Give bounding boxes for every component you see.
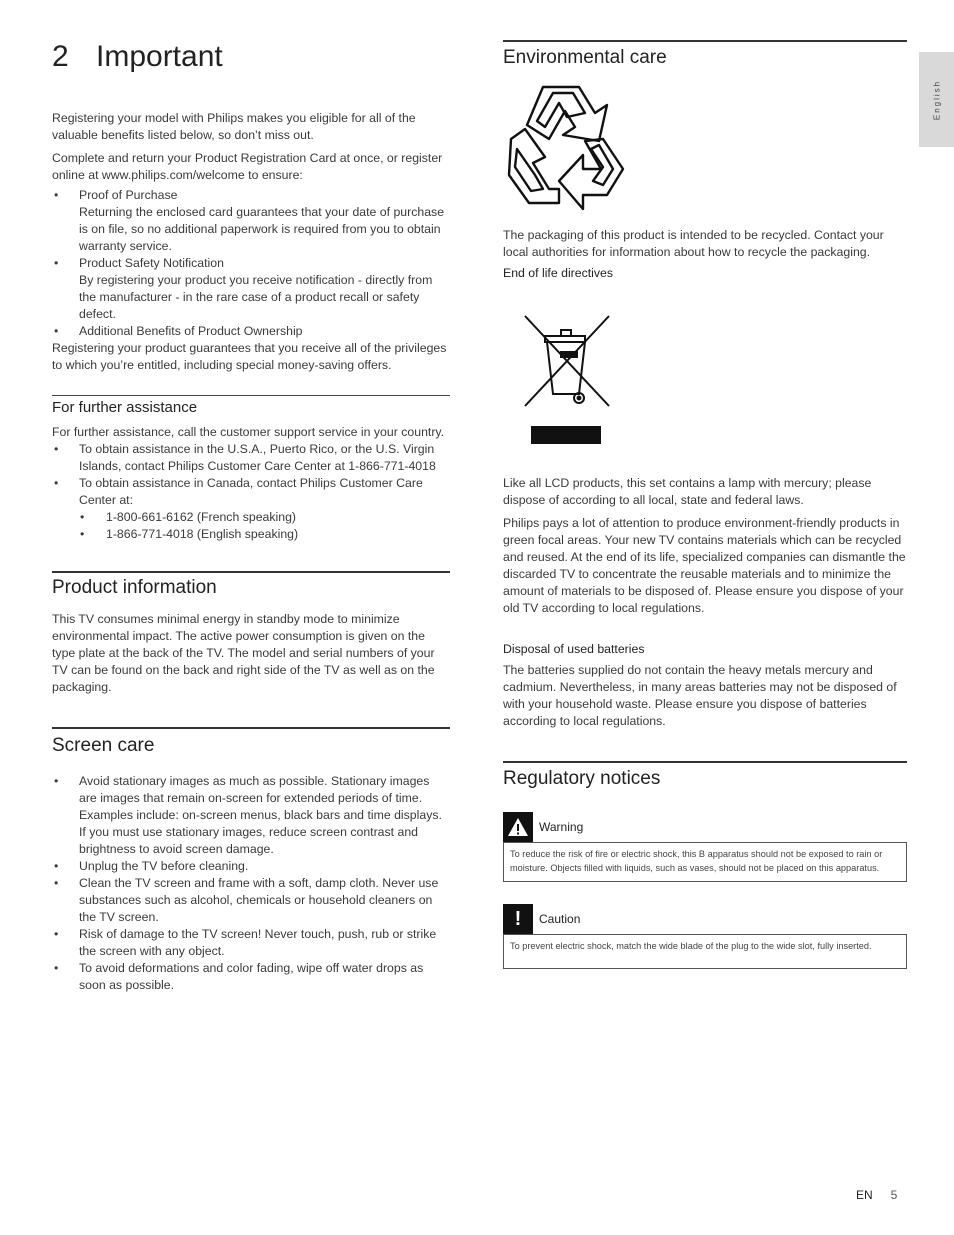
- lcd-mercury-text: Like all LCD products, this set contains a lamp with mercury; please dispose of according to all local, state and federal laws.: [503, 476, 872, 507]
- list-item: • To obtain assistance in Canada, contact Philips Customer Care Center at:: [54, 476, 423, 507]
- list-item: • Product Safety Notification By registering your product you receive notification - directly from the manufacturer - in the rare case of a product recall or safety defect.: [52, 255, 450, 323]
- list-item: • 1-866-771-4018 (English speaking): [80, 527, 299, 541]
- screen-care-item: Avoid stationary images as much as possible. Stationary images are images that remain on-screen for extended periods of time. Examples include: on-screen menus, black bars and time displays. If you must use stationary images, reduce screen contrast and brightness to avoid screen damage.: [79, 774, 442, 856]
- right-column: [503, 40, 907, 969]
- list-item: • To obtain assistance in the U.S.A., Puerto Rico, or the U.S. Virgin Islands, contact Philips Customer Care Center at 1-866-771-4018: [54, 442, 436, 473]
- chapter-number: 2: [52, 40, 69, 73]
- screen-care-title: Screen care: [52, 735, 155, 756]
- screen-care-item: Risk of damage to the TV screen! Never touch, push, rub or strike the screen with any object.: [79, 927, 437, 958]
- chapter-heading: [52, 40, 450, 74]
- benefit-title: Proof of Purchase: [79, 188, 178, 202]
- benefit-detail: By registering your product you receive notification - directly from the manufacturer - in the rare case of a product recall or safety defect.: [79, 273, 433, 321]
- screen-care-item: Clean the TV screen and frame with a soft, damp cloth. Never use substances such as alcohol, chemicals or household cleaners on the TV screen.: [79, 876, 439, 924]
- screen-care-item: Unplug the TV before cleaning.: [79, 859, 249, 873]
- intro-paragraph-1: Registering your model with Philips makes you eligible for all of the valuable benefits listed below, so don’t miss out.: [52, 111, 416, 142]
- list-item: • 1-800-661-6162 (French speaking): [80, 510, 297, 524]
- page-number: 5: [890, 1188, 898, 1202]
- assistance-list: [52, 441, 450, 543]
- benefit-title: Product Safety Notification: [79, 256, 224, 270]
- regulatory-notices-title: Regulatory notices: [503, 768, 661, 789]
- phone-number-english: 1-866-771-4018 (English speaking): [106, 527, 299, 541]
- end-of-life-title: End of life directives: [503, 266, 614, 280]
- benefits-list: [52, 187, 450, 340]
- batteries-text: The batteries supplied do not contain the heavy metals mercury and cadmium. Nevertheless, in many areas batteries may not be disposed of with your household waste. Please ensure you dispose of batteries according to local regulations.: [503, 663, 897, 728]
- caution-text: To prevent electric shock, match the wide blade of the plug to the wide slot, fully inserted.: [510, 941, 872, 951]
- list-item: • Proof of Purchase Returning the enclosed card guarantees that your date of purchase is on file, so no additional paperwork is required from you to obtain warranty service.: [52, 187, 450, 255]
- list-item: • Risk of damage to the TV screen! Never touch, push, rub or strike the screen with any object.: [54, 927, 437, 958]
- list-item: • Clean the TV screen and frame with a soft, damp cloth. Never use substances such as alcohol, chemicals or household cleaners on the TV screen.: [54, 876, 439, 924]
- left-column: [52, 40, 450, 994]
- warning-text: To reduce the risk of fire or electric shock, this B apparatus should not be exposed to rain or moisture. Objects filled with liquids, such as vases, should not be placed on this apparatus.: [510, 849, 883, 873]
- screen-care-item: To avoid deformations and color fading, wipe off water drops as soon as possible.: [79, 961, 424, 992]
- packaging-text: The packaging of this product is intended to be recycled. Contact your local authorities for information about how to recycle the packaging.: [503, 228, 884, 259]
- warning-triangle-icon: [503, 812, 533, 842]
- page-footer: [856, 1188, 897, 1202]
- intro-paragraph-2: Complete and return your Product Registration Card at once, or register online at www.philips.com/welcome to ensure:: [52, 151, 443, 182]
- caution-header: [503, 904, 907, 934]
- caution-label: Caution: [539, 912, 581, 926]
- environmental-care-title: Environmental care: [503, 47, 667, 68]
- philips-environment-text: Philips pays a lot of attention to produce environment-friendly products in green focal areas. Your new TV contains materials which can be recycled and reused. At the end of its life, specialized companies can dismantle the discarded TV to concentrate the reusable materials and to minimize the amount of materials to be disposed of. Please ensure you dispose of your old TV according to local regulations.: [503, 516, 906, 615]
- exclamation-icon: !: [503, 904, 533, 934]
- product-info-title: Product information: [52, 577, 217, 598]
- caution-box: [503, 934, 907, 969]
- footer-language: EN: [856, 1188, 873, 1202]
- product-info-text: This TV consumes minimal energy in standby mode to minimize environmental impact. The active power consumption is given on the type plate at the back of the TV. The model and serial numbers of your TV can be found on the back and right side of the TV as well as on the packaging.: [52, 612, 435, 694]
- list-item: • To avoid deformations and color fading, wipe off water drops as soon as possible.: [54, 961, 424, 992]
- batteries-title: Disposal of used batteries: [503, 642, 645, 656]
- assistance-intro: For further assistance, call the customer support service in your country.: [52, 425, 445, 439]
- benefits-closing: Registering your product guarantees that you receive all of the privileges to which you’re entitled, including special money-saving offers.: [52, 341, 447, 372]
- language-tab: [919, 52, 954, 147]
- benefit-title: Additional Benefits of Product Ownership: [79, 324, 303, 338]
- chapter-title: Important: [96, 40, 223, 73]
- assistance-title: For further assistance: [52, 399, 198, 416]
- assistance-item: To obtain assistance in Canada, contact Philips Customer Care Center at:: [79, 476, 423, 507]
- recycle-icon: [503, 83, 627, 211]
- assistance-item: To obtain assistance in the U.S.A., Puerto Rico, or the U.S. Virgin Islands, contact Philips Customer Care Center at 1-866-771-4018: [79, 442, 436, 473]
- warning-label: Warning: [539, 820, 584, 834]
- phone-number-french: 1-800-661-6162 (French speaking): [106, 510, 297, 524]
- benefit-detail: Returning the enclosed card guarantees that your date of purchase is on file, so no additional paperwork is required from you to obtain warranty service.: [79, 205, 445, 253]
- warning-header: [503, 812, 907, 842]
- list-item: • Additional Benefits of Product Ownership: [54, 324, 303, 338]
- language-tab-label: English: [932, 79, 941, 120]
- list-item: • Avoid stationary images as much as possible. Stationary images are images that remain on-screen for extended periods of time. Examples include: on-screen menus, black bars and time displays. If you must use stationary images, reduce screen contrast and brightness to avoid screen damage.: [54, 774, 442, 856]
- list-item: • Unplug the TV before cleaning.: [54, 859, 249, 873]
- screen-care-list: [52, 773, 450, 994]
- crossed-bin-icon: [521, 312, 631, 444]
- warning-box: [503, 842, 907, 882]
